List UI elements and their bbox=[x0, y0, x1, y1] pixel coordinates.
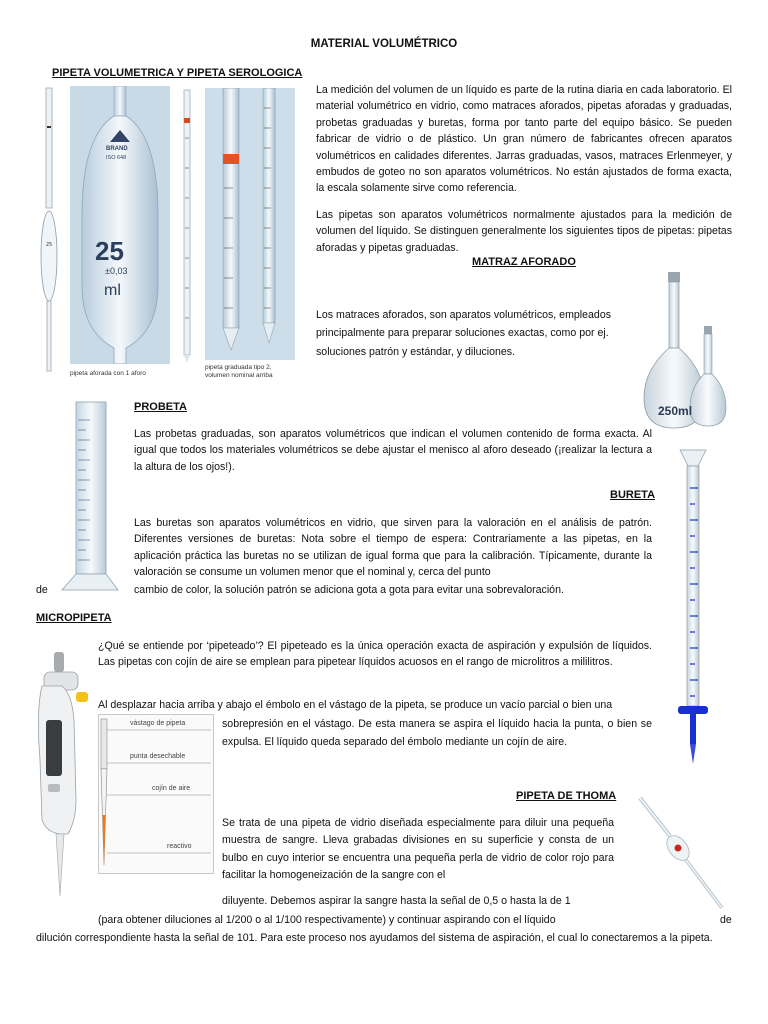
bureta-image bbox=[668, 448, 718, 766]
svg-text:25: 25 bbox=[45, 242, 53, 248]
page-title: MATERIAL VOLUMÉTRICO bbox=[310, 38, 458, 50]
bureta-text-de: de bbox=[36, 584, 48, 596]
thoma-heading: PIPETA DE THOMA bbox=[516, 790, 617, 802]
diagram-label-reactivo: reactivo bbox=[167, 843, 192, 850]
bureta-text: Las buretas son aparatos volumétricos en vidrio, que sirven para la valoración en el análisis de patrón. Diferentes versiones de buretas: Nota sobre el tiempo de espera: Contrariamente a las pipetas, en la aplicación práctica las buretas no se utilizan de igual forma que para la calibración. Típicamente, durante la valoración se consume un volumen menor que el nominal y, cerca del punto bbox=[134, 517, 652, 579]
intro-paragraph-1: La medición del volumen de un líquido es parte de la rutina diaria en cada laboratorio. El material volumétrico en vidrio, como matraces aforados, pipetas aforadas y graduadas, probetas graduadas y buretas, forma por tanto parte del equipo básico. Se pueden fabricar de vidrio o de plástico. Un gran número de fabricantes ofrecen aparatos volumétricos en calidades diferentes. Jarras graduadas, vasos, matraces Erlenmeyer, y embudos de goteo no son aparatos volumétricos. No están ajustados de forma exacta, la escala solamente sirve como referencia. bbox=[316, 84, 732, 195]
micropipeta-heading: MICROPIPETA bbox=[36, 612, 112, 624]
caption-graduada-2: volumen nominal arriba bbox=[205, 372, 273, 379]
micropipeta-image bbox=[32, 650, 94, 898]
pipeta-thoma-image bbox=[622, 792, 732, 912]
bulb-unit-label: ml bbox=[104, 282, 121, 299]
caption-aforada: pipeta aforada con 1 aforo bbox=[70, 370, 146, 377]
bulb-tolerance-label: ±0,03 bbox=[105, 266, 128, 276]
thoma-paragraph-1: Se trata de una pipeta de vidrio diseñada especialmente para diluir una pequeña muestra de sangre. Lleva grabadas divisiones en su superficie y consta de un bulbo en cuyo interior se encuentra una pequeña perla de vidrio de color rojo para facilitar la homogeneización de la sangre con el bbox=[222, 817, 614, 882]
pipeta-aforada-photo bbox=[70, 86, 170, 364]
bulb-iso-label: ISO 648 bbox=[106, 155, 127, 161]
bureta-heading: BURETA bbox=[610, 489, 656, 501]
pipeta-graduada-photo bbox=[205, 88, 295, 360]
micropipeta-paragraph-2-rest: sobrepresión en el vástago. De esta manera se aspira el líquido hacia la punta, o bien se expulsa. El líquido queda separado del émbolo mediante un cojín de aire. bbox=[222, 718, 652, 748]
probeta-heading: PROBETA bbox=[134, 401, 187, 413]
probeta-image bbox=[56, 400, 124, 598]
pipeta-serologica-thin-image bbox=[178, 88, 196, 364]
thoma-paragraph-2-line1: diluyente. Debemos aspirar la sangre hasta la señal de 0,5 o hasta la de 1 bbox=[222, 895, 571, 907]
matraz-volume-label: 250ml bbox=[658, 404, 693, 418]
caption-graduada-1: pipeta graduada tipo 2, bbox=[205, 364, 272, 371]
matraz-heading: MATRAZ AFORADO bbox=[472, 256, 576, 268]
bureta-text-end: cambio de color, la solución patrón se adiciona gota a gota para evitar una sobrevaloración. bbox=[134, 584, 564, 596]
bulb-volume-label: 25 bbox=[95, 236, 124, 266]
thoma-paragraph-2-rest: dilución correspondiente hasta la señal de 101. Para este proceso nos ayudamos del sistema de aspiración, el cual lo conectaremos a la pipeta. bbox=[36, 932, 713, 944]
pipeta-heading: PIPETA VOLUMETRICA Y PIPETA SEROLOGICA bbox=[52, 67, 303, 79]
micropipeta-diagram bbox=[98, 714, 214, 874]
bulb-brand-label: BRAND bbox=[106, 146, 128, 152]
diagram-label-punta: punta desechable bbox=[130, 753, 186, 760]
probeta-text: Las probetas graduadas, son aparatos volumétricos que indican el volumen contenido de forma exacta. Al igual que todos los materiales volumétricos se debe ajustar el menisco al aforo deseado (¡realizar la lectura a la altura de los ojos!). bbox=[134, 428, 652, 473]
diagram-label-cojin: cojín de aire bbox=[152, 785, 191, 792]
diagram-label-vastago: vástago de pipeta bbox=[130, 720, 186, 727]
intro-paragraph-2: Las pipetas son aparatos volumétricos normalmente ajustados para la medición de volumen del líquido. Se distinguen generalmente los siguientes tipos de pipetas: pipetas aforadas y pipetas graduadas. bbox=[316, 209, 732, 254]
micropipeta-paragraph-1: ¿Qué se entiende por ‘pipeteado’? El pipeteado es la única operación exacta de aspiración y expulsión de líquidos. Las pipetas con cojín de aire se emplean para pipetear líquidos acuosos en el rango de microlitros a mililitros. bbox=[98, 640, 652, 669]
pipeta-aforada-thin-image bbox=[38, 86, 60, 376]
thoma-paragraph-2-de: de bbox=[720, 914, 732, 926]
thoma-paragraph-2-line2: (para obtener diluciones al 1/200 o al 1/100 respectivamente) y continuar aspirando con el líquido bbox=[98, 914, 556, 926]
micropipeta-paragraph-2-line1: Al desplazar hacia arriba y abajo el émbolo en el vástago de la pipeta, se produce un vacío parcial o bien una bbox=[98, 699, 613, 711]
matraz-text: Los matraces aforados, son aparatos volumétricos, empleados principalmente para preparar soluciones exactas, como por ej. soluciones patrón y estándar, y diluciones. bbox=[316, 309, 612, 358]
